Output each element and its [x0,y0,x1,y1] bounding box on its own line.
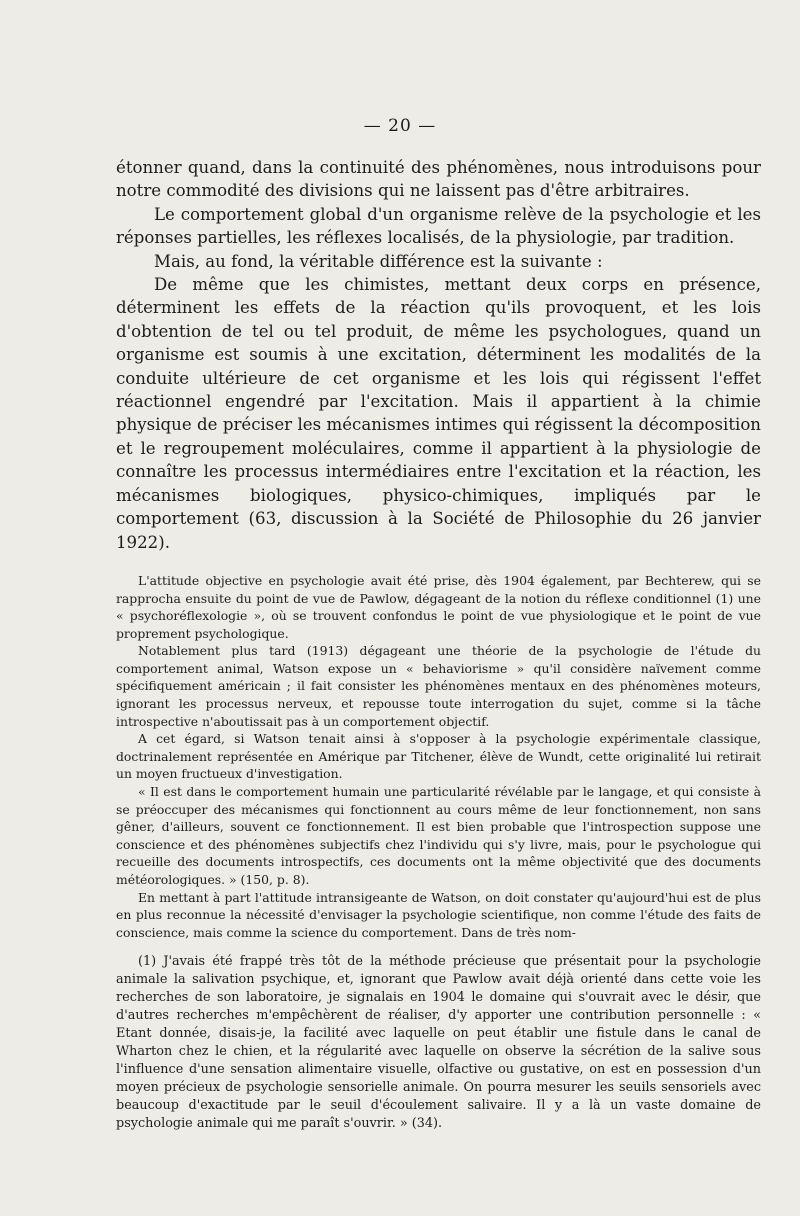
paragraph-chemistry-analogy: De même que les chimistes, mettant deux corps en présence, déterminent les effets de la réaction qu'ils provoquent, et les lois d'obtention de tel ou tel produit, de même les psychologues, quand un organisme est soumis à une excitation, déterminent les modalités de la conduite ultérieure de cet organisme et les lois qui régissent l'effet réactionnel engendré par l'excitation. Mais il appartient à la chimie physique de préciser les mécanismes intimes qui régissent la décomposition et le regroupement moléculaires, comme il appartient à la physiologie de connaître les processus intermédiaires entre l'excitation et la réaction, les mécanismes biologiques, physico-chimiques, impliqués par le comportement (63, discussion à la Société de Philosophie du 26 janvier 1922). [116,275,761,552]
paragraph-science-of-behavior: En mettant à part l'attitude intransigeante de Watson, on doit constater qu'aujourd'hui est de plus en plus reconnue la nécessité d'envisager la psychologie scientifique, non comme l'étude des faits de conscience, mais comme la science du comportement. Dans de très nom- [116,889,761,940]
small-text-section [116,572,761,941]
paragraph-titchener: A cet égard, si Watson tenait ainsi à s'opposer à la psychologie expérimentale classique, doctrinalement représentée en Amérique par Titchener, élève de Wundt, cette originalité lui retirait un moyen fructueux d'investigation. [116,731,761,782]
paragraph-bechterew: L'attitude objective en psychologie avait été prise, dès 1904 également, par Bechterew, qui se rapprocha ensuite du point de vue de Pawlow, dégageant de la notion du réflexe conditionnel (1) une « psychoréflexologie », où se trouvent confondus le point de vue physiologique et le point de vue proprement psychologique. [116,572,761,641]
page-number: — 20 — [363,116,437,136]
paragraph-quotation: « Il est dans le comportement humain une particularité révélable par le langage, et qui consiste à se préoccuper des mécanismes qui fonctionnent au cours même de leur fonctionnement, non sans gêner, d'ailleurs, souvent ce fonctionnement. Il est bien probable que l'introspection suppose une conscience et des phénomènes subjectifs chez l'individu qui s'y livre, mais, pour le psychologue qui recueille des documents introspectifs, ces documents ont la même objectivité que des documents météorologiques. » (150, p. 8). [116,784,761,887]
paragraph-watson: Notablement plus tard (1913) dégageant une théorie de la psychologie de l'étude du comportement animal, Watson expose un « behaviorisme » qu'il considère naïvement comme spécifiquement américain ; il fait consister les phénomènes mentaux en des phénomènes moteurs, ignorant les processus nerveux, et repousse toute interrogation du sujet, comme si la tâche introspective n'aboutissait pas à un comportement objectif. [116,643,761,729]
footnote-text: (1) J'avais été frappé très tôt de la méthode précieuse que présentait pour la psychologie animale la salivation psychique, et, ignorant que Pawlow avait déjà orienté dans cette voie les recherches de son laboratoire, je signalais en 1904 le domaine qui s'ouvrait avec le désir, que d'autres recherches m'empêchèrent de réaliser, d'y apporter une contribution personnelle : « Etant donnée, disais-je, la facilité avec laquelle on peut établir une fistule dans le canal de Wharton chez le chien, et la régularité avec laquelle on observe la sécrétion de la salive sous l'influence d'une sensation alimentaire visuelle, olfactive ou gustative, on est en possession d'un moyen précieux de psychologie sensorielle animale. On pourra mesurer les seuils sensoriels avec beaucoup d'exactitude par le seuil d'écoulement salivaire. Il y a là un vaste domaine de psychologie animale qui me paraît s'ouvrir. » (34). [116,954,761,1131]
paragraph-behavior: Le comportement global d'un organisme relève de la psychologie et les réponses partielles, les réflexes localisés, de la physiologie, par tradition. [116,204,761,248]
paragraph-difference: Mais, au fond, la véritable différence est la suivante : [154,251,603,271]
text-block [116,156,761,1132]
paragraph-continuation: étonner quand, dans la continuité des phénomènes, nous introduisons pour notre commodité des divisions qui ne laissent pas d'être arbitraires. [116,158,761,201]
main-text [116,156,761,554]
footnote [116,953,761,1132]
